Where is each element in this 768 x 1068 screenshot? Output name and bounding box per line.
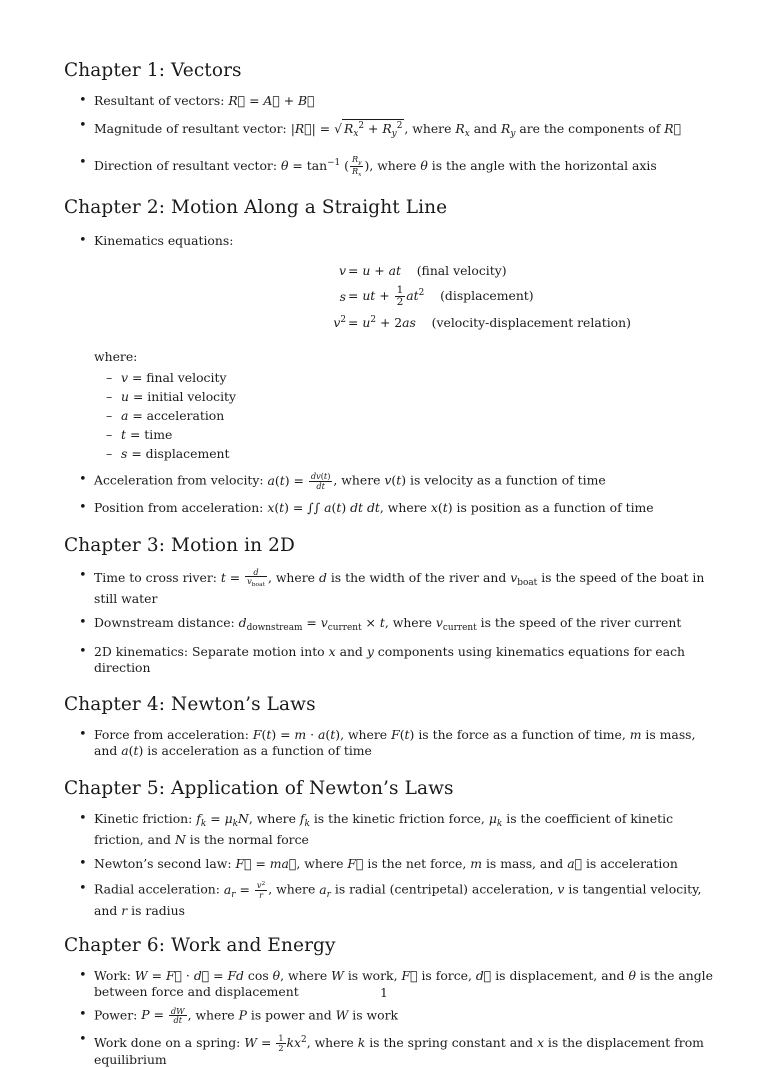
chapter-2-list [64,233,714,249]
page-number: 1 [380,986,388,1000]
formula: a(t) = $\frac{dv(t)}{dt}$ [267,471,331,492]
formula: R⃗ = A⃗ + B⃗ [228,93,315,108]
list-item: – t = time [64,425,714,444]
list-item: • Acceleration from velocity: a(t) = $\frac{dv(t)}{dt}$ , where v(t) is velocity as a function of time [64,472,714,490]
formula: $\theta = \tan^{-1}$ ( $\frac{R_y}{R_x}$ ) [280,154,370,179]
list-item: • Position from acceleration: x(t) = ∫∫ a(t) dt dt, where x(t) is position as a function of time [64,500,714,516]
list-item: • Work done on a spring: W = $\frac{1}{2}$ $kx^2$, where k is the spring constant and x is the displacement from equilibrium [64,1032,714,1068]
equation: v = u + at (final velocity) [339,262,507,278]
equation: $v^2$ = $u^2 + 2as$ (velocity-displacement relation) [333,314,631,330]
chapter-3-heading: Chapter 3: Motion in 2D [64,534,295,556]
list-item: • Downstream distance: $d_{downstream} = v_{current} \times t$, where $v_{current}$ is the speed of the river current [64,615,714,636]
list-item: • 2D kinematics: Separate motion into x and y components using kinematics equations for each direction [64,644,714,676]
list-item: • Kinetic friction: $f_k = \mu_kN$, where $f_k$ is the kinetic friction force, $\mu_k$ is the coefficient of kinetic friction, and N is the normal force [64,811,714,848]
list-item: – s = displacement [64,444,714,463]
list-item: • Time to cross river: t = $\frac{d}{v_{boat}}$ , where d is the width of the river and $v_{boat}$ is the speed of the boat in still water [64,568,714,607]
list-item: • Resultant of vectors: R⃗ = A⃗ + B⃗ [64,93,714,109]
list-item: • Kinematics equations: [64,233,714,249]
chapter-1-list [64,93,714,178]
formula: $a_r$ = $\frac{v^2}{r}$ [223,880,266,900]
formula: $d_{downstream} = v_{current} \times t$ [238,614,385,633]
chapter-3-list [64,568,714,676]
where-label: where: [94,349,138,365]
list-item: – v = final velocity [64,368,714,387]
equation: s = ut + $\frac{1}{2}$ $at^2$ (displacement) [339,283,534,308]
chapter-4-list [64,727,714,759]
list-item: • Work: W = F⃗ · d⃗ = Fd cos θ, where W is work, F⃗ is force, d⃗ is displacement, and θ is the angle between force and displacement [64,968,714,1000]
chapter-6-list [64,968,714,1068]
formula: F⃗ = ma⃗ [235,855,297,871]
formula: P = $\frac{dW}{dt}$ [141,1005,185,1026]
formula: W = F⃗ · d⃗ = Fd cos θ [134,967,281,983]
chapter-4-heading: Chapter 4: Newton’s Laws [64,693,316,715]
document-page [64,58,714,1068]
list-item: • Direction of resultant vector: $\theta = \tan^{-1}$ ( $\frac{R_y}{R_x}$ ), where θ is the angle with the horizontal axis [64,155,714,178]
chapter-1-heading: Chapter 1: Vectors [64,60,242,81]
list-item: • Force from acceleration: F(t) = m · a(t), where F(t) is the force as a function of time, m is mass, and a(t) is acceleration as a function of time [64,727,714,759]
chapter-2-heading: Chapter 2: Motion Along a Straight Line [64,197,448,219]
list-item: • Magnitude of resultant vector: |R⃗| = √ $R_x^2 + R_y^2$ , where $R_x$ and $R_y$ are the components of R⃗ [64,118,714,142]
formula: |R⃗| = √ $R_x^2 + R_y^2$ [290,120,403,140]
list-item: • Newton’s second law: F⃗ = ma⃗, where F⃗ is the net force, m is mass, and a⃗ is acceleration [64,856,714,872]
list-item: • Power: P = $\frac{dW}{dt}$ , where P is power and W is work [64,1007,714,1025]
list-item: – a = acceleration [64,406,714,425]
formula: t = $\frac{d}{v_{boat}}$ [220,566,265,589]
chapter-6-heading: Chapter 6: Work and Energy [64,934,336,956]
formula: $f_k = \mu_kN$ [196,810,249,829]
kinematics-equations [64,257,714,335]
formula: x(t) = ∫∫ a(t) dt dt [267,499,380,515]
formula: W = $\frac{1}{2}$ $kx^2$ [244,1033,307,1053]
variable-definitions [64,368,714,463]
chapter-5-list [64,811,714,919]
list-item: • Radial acceleration: $a_r$ = $\frac{v^2}{r}$ , where $a_r$ is radial (centripetal) acceleration, v is tangential velocity, and r is radius [64,881,714,919]
chapter-2-list-cont [64,472,714,515]
formula: F(t) = m · a(t) [252,726,341,742]
chapter-5-heading: Chapter 5: Application of Newton’s Laws [64,777,454,799]
list-item: – u = initial velocity [64,387,714,406]
